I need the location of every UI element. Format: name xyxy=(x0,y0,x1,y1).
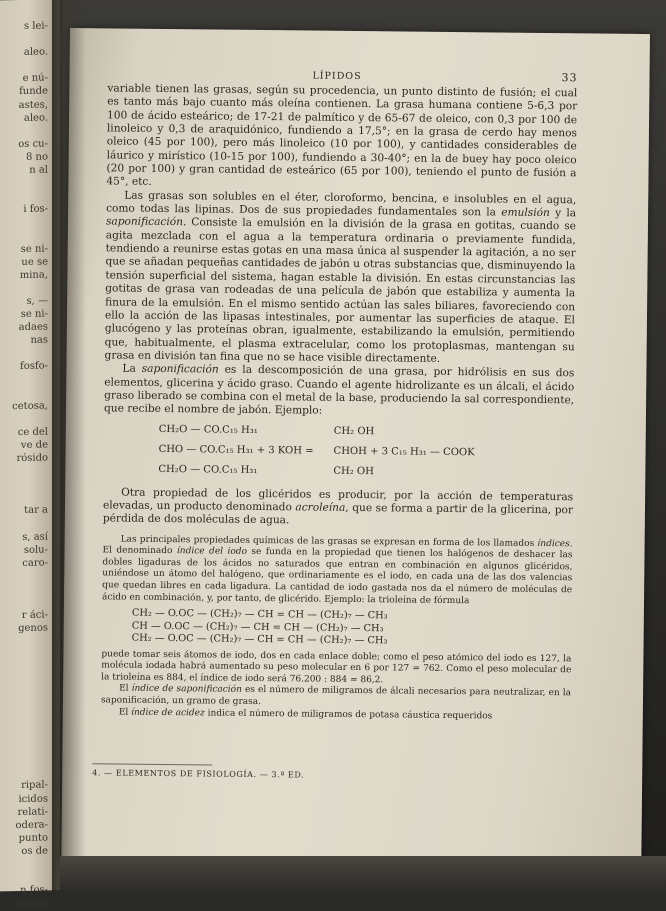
facing-page-line: relati- xyxy=(17,806,48,818)
facing-page-line: nas xyxy=(30,334,48,347)
facing-page-line xyxy=(2,635,48,649)
facing-page xyxy=(0,0,60,910)
facing-page-line xyxy=(2,648,48,662)
facing-page-line: r áci- xyxy=(21,609,48,622)
facing-page-line: fosfo- xyxy=(20,360,48,373)
facing-page-line: genos xyxy=(18,622,48,635)
facing-page-line xyxy=(2,858,48,872)
facing-page-line xyxy=(2,713,48,727)
formula-line: CH₂ — O.OC — (CH₂)₇ — CH = CH — (CH₂)₇ — CH₃ xyxy=(131,607,388,622)
formula-line: CH₂ OH xyxy=(333,465,374,477)
facing-page-line xyxy=(2,740,48,754)
facing-page-line: rculea xyxy=(16,897,48,910)
facing-page-line: cetosa, xyxy=(12,400,48,412)
facing-page-line: punto xyxy=(18,832,48,844)
saponification-formula xyxy=(158,423,574,485)
facing-page-line: n fos- xyxy=(20,884,48,897)
facing-page-line xyxy=(2,753,48,767)
facing-page-line xyxy=(2,177,48,191)
facing-page-line xyxy=(2,229,48,243)
small-paragraph: El índice de acidez indica el número de miligramos de potasa cáustica requeridos xyxy=(118,707,493,722)
facing-page-line: tar a xyxy=(24,504,48,517)
facing-page-line xyxy=(2,33,48,47)
header-title: LÍPIDOS xyxy=(312,70,362,83)
facing-page-line xyxy=(2,517,48,531)
facing-page-line xyxy=(2,700,48,714)
facing-page-line: se ni- xyxy=(20,308,48,321)
small-paragraph: puede tomar seis átomos de iodo, dos en cada enlace doble; como el peso atómico del iodo es 127, la molécula iodada habrá aumentado su peso molecular en 6 por 127 = 762. Como el peso molecular de la trioleína es 884, el índice de iodo será 76.200 : 884 = 86,2. xyxy=(101,649,572,686)
facing-page-line: se ni- xyxy=(20,243,48,255)
facing-page-line: caro- xyxy=(22,557,48,569)
formula-line: CH₂ — O.OC — (CH₂)₇ — CH = CH — (CH₂)₇ — CH₃ xyxy=(131,632,388,647)
facing-page-line: 8 no xyxy=(25,151,48,163)
facing-page-line xyxy=(2,373,48,387)
facing-page-line: os cu- xyxy=(18,138,48,150)
facing-page-line: solu- xyxy=(23,544,48,556)
facing-page-line xyxy=(2,412,48,426)
facing-page-line: s, — xyxy=(26,295,48,307)
facing-page-line xyxy=(2,674,48,688)
facing-page-line: icidos xyxy=(18,793,48,805)
facing-page-line: rósido xyxy=(16,452,48,465)
facing-page-line: adaes xyxy=(18,321,48,334)
facing-page-line: ue se xyxy=(21,256,48,268)
triolein-formula xyxy=(132,608,572,650)
facing-page-line: i fos- xyxy=(23,203,48,216)
facing-page-line xyxy=(2,596,48,610)
facing-page-line: funde xyxy=(19,85,48,98)
signature-footer: 4. — ELEMENTOS DE FISIOLOGÍA. — 3.ª ED. xyxy=(92,768,305,780)
formula-line: CH₂O — CO.C₁₅ H₃₁ xyxy=(158,463,258,476)
facing-page-line xyxy=(2,727,48,741)
facing-page-line xyxy=(2,281,48,295)
facing-page-line xyxy=(2,583,48,597)
facing-page-line: os de xyxy=(21,845,48,857)
facing-page-line: n al xyxy=(29,164,48,176)
page-number: 33 xyxy=(561,71,578,85)
paragraph: variable tienen las grasas, según su procedencia, un punto distinto de fusión; el cual es tanto más bajo cuanto más oleína contienen. La grasa humana contiene 5-6,3 por 100 de ácido esteárico; de 17-21 de palmítico y de 65-67 de oleico, con 0,3 por 100 de linoleico y 0,3 de araquidónico, fundiendo a 17,5°; en la grasa de cerdo hay menos oleico (45 por 100), pero más linoleico (10 por 100), y cantidades considerables de láurico y mirístico (10-15 por 100), fundiendo a 30-40°; en la de buey hay poco oleico (20 por 100) y gran cantidad de esteárico (65 por 100), teniendo el punto de fusión a 45°, etc. xyxy=(106,82,578,189)
facing-page-line xyxy=(2,766,48,780)
body-text xyxy=(104,82,577,420)
footer-rule xyxy=(92,763,212,765)
facing-page-line xyxy=(2,871,48,885)
facing-page-line: mina, xyxy=(19,269,48,281)
facing-page-line xyxy=(2,491,48,505)
gutter-shadow xyxy=(52,0,86,891)
facing-page-line: aleo. xyxy=(23,46,48,59)
body-text xyxy=(103,486,573,531)
facing-page-line xyxy=(2,569,48,583)
paragraph: Las grasas son solubles en el éter, cloroformo, bencina, e insolubles en el agua, como todas las lipinas. Dos de sus propiedades fundamentales son la emulsión y la saponificación. Consiste la emulsión en la división de la grasa en gotitas, cuando se agita mezclada con el agua a la temperatura ordinaria o previamente fundida, tendiendo a reunirse estas gotas en una masa única al suspender la agitación, a no ser que se añadan pequeñas cantidades de jabón u otras substancias que, disminuyendo la tensión superficial del sistema, hagan estable la división. En estas circunstancias las gotitas de grasa van rodeadas de una película de jabón que estabiliza y aumenta la finura de la emulsión. En el mismo sentido actúan las sales biliares, favoreciendo con ello la acción de las lipasas intestinales, por aumentar las superficies de ataque. El glucógeno y las proteínas obran, igualmente, estabilizando la emulsión, permitiendo que, habitualmente, el plasma extracelular, como los protoplasmas, mantengan su grasa en división tan fina que no se hace visible directamente. xyxy=(104,189,577,365)
facing-page-line xyxy=(2,386,48,400)
paragraph: Otra propiedad de los glicéridos es producir, por la acción de temperaturas elevadas, un producto denominado acroleína, que se forma a partir de la glicerina, por pérdida de dos moléculas de agua. xyxy=(102,486,574,527)
facing-page-line: astes, xyxy=(18,99,48,111)
table-edge xyxy=(60,856,666,891)
formula-line: CHO — CO.C₁₅ H₃₁ + 3 KOH = xyxy=(158,443,314,457)
facing-page-line xyxy=(2,124,48,138)
facing-page-line xyxy=(2,216,48,230)
formula-line: CH₂ OH xyxy=(333,425,375,437)
facing-page-line: aleo. xyxy=(23,112,48,124)
facing-page-line: odera- xyxy=(15,819,48,831)
facing-page-line xyxy=(2,465,48,479)
formula-line: CHOH + 3 C₁₅ H₃₁ — COOK xyxy=(333,445,475,458)
facing-page-line: ripal- xyxy=(21,779,48,792)
facing-page-line: s, así xyxy=(22,531,48,543)
facing-page-line: ce del xyxy=(17,426,48,438)
facing-page-line xyxy=(2,478,48,492)
facing-page-line xyxy=(2,59,48,73)
facing-page-text xyxy=(2,20,48,911)
formula-line: CH — O.OC — (CH₂)₇ — CH = CH — (CH₂)₇ — CH₃ xyxy=(131,620,384,635)
small-paragraph: Las principales propiedades químicas de las grasas se expresan en forma de los llamados índices. El denominado índice del iodo se funda en la propiedad que tienen los halógenos de deshacer las dobles ligaduras de los ácidos no saturados que entran en combinación en algunos glicéridos, uniéndose un átomo del halógeno, que ordinariamente es el iodo, en cada una de las dos valencias que quedan libres en cada ligadura. La cantidad de iodo gastada nos da el número de moléculas de ácido en combinación, y, por tanto, de glicérido. Ejemplo: la trioleína de fórmula xyxy=(101,534,573,606)
facing-page-line: ve de xyxy=(20,439,48,451)
facing-page-line xyxy=(2,347,48,361)
facing-page-line xyxy=(2,190,48,204)
facing-page-line: s lei- xyxy=(23,20,48,32)
facing-page-line: e nú- xyxy=(22,72,48,85)
paragraph: La saponificación es la descomposición de una grasa, por hidrólisis en sus dos elementos, glicerina y ácido graso. Cuando el agente hidrolizante es un álcali, el ácido graso liberado se combina con el metal de la base, produciendo la sal correspondiente, que recibe el nombre de jabón. Ejemplo: xyxy=(103,362,575,417)
book-page xyxy=(61,28,650,869)
small-print-section xyxy=(101,534,573,724)
small-paragraph: El índice de saponificación es el número de miligramos de álcali necesarios para neutralizar, en la saponificación, un gramo de grasa. xyxy=(100,684,572,708)
facing-page-line xyxy=(2,661,48,675)
facing-page-line xyxy=(2,687,48,701)
formula-line: CH₂O — CO.C₁₅ H₃₁ xyxy=(158,423,258,436)
